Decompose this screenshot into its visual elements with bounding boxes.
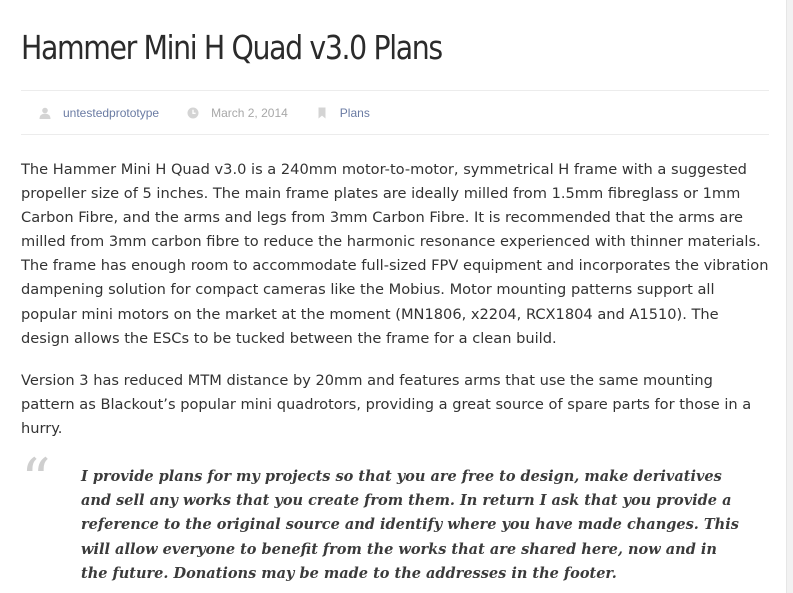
post-content [21,158,769,586]
post-date [187,106,288,120]
clock-icon [187,107,199,119]
post-title: Hammer Mini H Quad v3.0 Plans [21,28,442,67]
category-link[interactable]: Plans [339,105,370,120]
page-edge [786,0,793,593]
post-meta-bar [21,90,769,135]
post-paragraph: The Hammer Mini H Quad v3.0 is a 240mm motor-to-motor, symmetrical H frame with a suggested propeller size of 5 inches. The main frame plates are ideally milled from 1.5mm fibreglass or 1mm Carbon Fibre, and the arms and legs from 3mm Carbon Fibre. It is recommended that the arms are milled from 3mm carbon fibre to reduce the harmonic resonance experienced with thinner materials. The frame has enough room to accommodate full-sized FPV equipment and incorporates the vibration dampening solution for compact cameras like the Mobius. Motor mounting patterns support all popular mini motors on the market at the moment (MN1806, x2204, RCX1804 and A1510). The design allows the ESCs to be tucked between the frame for a clean build. [21,161,769,347]
date-text: March 2, 2014 [211,105,288,120]
author-link[interactable]: untestedprototype [63,105,160,120]
post-author [39,106,159,120]
quote-mark-icon: “ [21,446,51,515]
post-paragraph: Version 3 has reduced MTM distance by 20mm and features arms that use the same mounting pattern as Blackout’s popular mini quadrotors, providing a great source of spare parts for those in a hurry. [21,371,752,437]
post-category [316,106,370,120]
quote-text: I provide plans for my projects so that you are free to design, make derivatives and sell any works that you create from them. In return I ask that you provide a reference to the original source and identify where you have made changes. This will allow everyone to benefit from the works that are shared here, now and in the future. Donations may be made to the addresses in the footer. [81,468,739,582]
bookmark-icon [316,107,328,119]
user-icon [39,107,51,119]
blockquote [21,446,769,586]
